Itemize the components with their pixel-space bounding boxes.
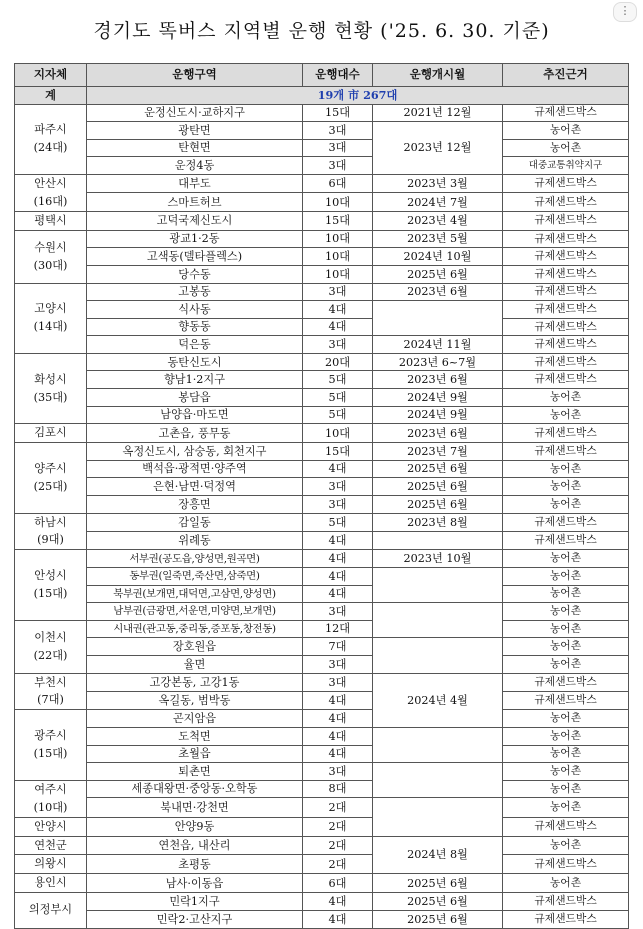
municipality-cell — [15, 104, 87, 174]
area-cell: 덕은동 — [87, 336, 303, 354]
basis-cell: 규제샌드박스 — [503, 230, 629, 248]
basis-cell: 농어촌 — [503, 780, 629, 798]
municipality-bus-count: (15대) — [33, 747, 68, 761]
area-cell: 남부권(금광면,서운면,미양면,보개면) — [87, 603, 303, 621]
bus-count-cell: 3대 — [303, 763, 373, 781]
table-row — [15, 855, 629, 874]
bus-count-cell: 15대 — [303, 211, 373, 230]
municipality-cell — [15, 874, 87, 893]
municipality-bus-count: (7대) — [37, 693, 64, 707]
municipality-bus-count: (16대) — [33, 194, 68, 208]
start-month-cell — [373, 728, 503, 763]
col-header-buses: 운행대수 — [303, 64, 373, 87]
start-month-cell — [373, 638, 503, 673]
start-month-cell: 2023년 6~7월 — [373, 353, 503, 371]
basis-cell: 농어촌 — [503, 763, 629, 781]
table-row — [15, 211, 629, 230]
municipality-cell — [15, 855, 87, 874]
start-month-cell: 2023년 8월 — [373, 513, 503, 531]
area-cell: 민락2·고산지구 — [87, 910, 303, 928]
bus-count-cell: 10대 — [303, 193, 373, 211]
municipality-cell — [15, 443, 87, 513]
area-cell: 초평동 — [87, 855, 303, 874]
start-month-cell: 2023년 6월 — [373, 424, 503, 443]
area-cell: 식사동 — [87, 301, 303, 319]
bus-count-cell: 3대 — [303, 139, 373, 157]
municipality-name: 수원시 — [34, 240, 67, 254]
page-title: 경기도 똑버스 지역별 운행 현황 ('25. 6. 30. 기준) — [93, 20, 550, 42]
bus-count-cell: 4대 — [303, 691, 373, 709]
bus-count-cell: 2대 — [303, 836, 373, 855]
bus-count-cell: 2대 — [303, 817, 373, 836]
table-row — [15, 104, 629, 122]
bus-count-cell: 3대 — [303, 336, 373, 354]
table-row — [15, 603, 629, 621]
basis-cell: 규제샌드박스 — [503, 424, 629, 443]
municipality-name: 의정부시 — [28, 903, 73, 917]
basis-cell: 규제샌드박스 — [503, 513, 629, 531]
municipality-name: 고양시 — [34, 302, 67, 316]
bus-count-cell: 5대 — [303, 389, 373, 407]
area-cell: 고덕국제신도시 — [87, 211, 303, 230]
area-cell: 남사·이동읍 — [87, 874, 303, 893]
area-cell: 봉담읍 — [87, 389, 303, 407]
bus-count-cell: 5대 — [303, 513, 373, 531]
basis-cell: 농어촌 — [503, 389, 629, 407]
table-row — [15, 495, 629, 513]
area-cell: 고강본동, 고강1동 — [87, 673, 303, 691]
start-month-cell: 2021년 12월 — [373, 104, 503, 122]
basis-cell: 농어촌 — [503, 728, 629, 746]
bus-count-cell: 10대 — [303, 248, 373, 266]
start-month-cell: 2023년 6월 — [373, 283, 503, 301]
start-month-cell: 2024년 4월 — [373, 673, 503, 727]
basis-cell: 규제샌드박스 — [503, 174, 629, 192]
municipality-cell — [15, 283, 87, 353]
table-row — [15, 728, 629, 746]
area-cell: 운정신도시·교하지구 — [87, 104, 303, 122]
area-cell: 고봉동 — [87, 283, 303, 301]
basis-cell: 농어촌 — [503, 620, 629, 638]
table-row — [15, 745, 629, 763]
area-cell: 동부권(일죽면,죽산면,삼죽면) — [87, 568, 303, 586]
table-row — [15, 531, 629, 549]
col-header-municipality: 지자체 — [15, 64, 87, 87]
basis-cell: 규제샌드박스 — [503, 910, 629, 928]
municipality-cell — [15, 836, 87, 855]
basis-cell: 농어촌 — [503, 139, 629, 157]
municipality-bus-count: (30대) — [33, 258, 68, 272]
area-cell: 대부도 — [87, 174, 303, 192]
bus-count-cell: 12대 — [303, 620, 373, 638]
start-month-cell: 2023년 3월 — [373, 174, 503, 192]
table-row — [15, 620, 629, 638]
area-cell: 연천읍, 내산리 — [87, 836, 303, 855]
municipality-cell — [15, 893, 87, 928]
bus-count-cell: 7대 — [303, 638, 373, 656]
municipality-name: 화성시 — [34, 372, 67, 386]
municipality-bus-count: (9대) — [37, 533, 64, 547]
total-label: 계 — [15, 87, 87, 105]
table-row — [15, 817, 629, 836]
basis-cell: 농어촌 — [503, 585, 629, 603]
start-month-cell — [373, 603, 503, 638]
municipality-name: 용인시 — [34, 876, 67, 890]
start-month-cell: 2025년 6월 — [373, 874, 503, 893]
area-cell: 장흥면 — [87, 495, 303, 513]
area-cell: 탄현면 — [87, 139, 303, 157]
table-row — [15, 283, 629, 301]
basis-cell: 농어촌 — [503, 550, 629, 568]
basis-cell: 규제샌드박스 — [503, 371, 629, 389]
bus-count-cell: 4대 — [303, 745, 373, 763]
table-row — [15, 691, 629, 709]
basis-cell: 농어촌 — [503, 568, 629, 586]
basis-cell: 농어촌 — [503, 874, 629, 893]
bus-count-cell: 6대 — [303, 874, 373, 893]
area-cell: 안양9동 — [87, 817, 303, 836]
municipality-cell — [15, 673, 87, 710]
table-row — [15, 780, 629, 798]
start-month-cell: 2024년 11월 — [373, 336, 503, 354]
municipality-name: 하남시 — [34, 515, 67, 529]
bus-count-cell: 4대 — [303, 710, 373, 728]
start-month-cell: 2025년 6월 — [373, 910, 503, 928]
municipality-name: 파주시 — [34, 123, 67, 137]
table-row — [15, 336, 629, 354]
table-row — [15, 443, 629, 461]
municipality-name: 양주시 — [34, 461, 67, 475]
basis-cell: 규제샌드박스 — [503, 673, 629, 691]
area-cell: 장호원읍 — [87, 638, 303, 656]
bus-count-cell: 3대 — [303, 655, 373, 673]
bus-count-cell: 3대 — [303, 478, 373, 496]
start-month-cell — [373, 798, 503, 836]
area-cell: 북부권(보개면,대덕면,고삼면,양성면) — [87, 585, 303, 603]
municipality-name: 연천군 — [34, 838, 67, 852]
basis-cell: 농어촌 — [503, 655, 629, 673]
municipality-name: 김포시 — [34, 426, 67, 440]
area-cell: 향동동 — [87, 318, 303, 336]
basis-cell: 규제샌드박스 — [503, 283, 629, 301]
table-row — [15, 798, 629, 817]
col-header-area: 운행구역 — [87, 64, 303, 87]
basis-cell: 규제샌드박스 — [503, 893, 629, 911]
table-row — [15, 893, 629, 911]
table-row — [15, 318, 629, 336]
municipality-bus-count: (24대) — [33, 141, 68, 155]
start-month-cell: 2025년 6월 — [373, 495, 503, 513]
start-month-cell: 2023년 4월 — [373, 211, 503, 230]
start-month-cell — [373, 763, 503, 798]
start-month-cell: 2024년 7월 — [373, 193, 503, 211]
bus-count-cell: 4대 — [303, 910, 373, 928]
table-row — [15, 248, 629, 266]
municipality-bus-count: (14대) — [33, 320, 68, 334]
basis-cell: 농어촌 — [503, 710, 629, 728]
bus-count-cell: 4대 — [303, 893, 373, 911]
basis-cell: 규제샌드박스 — [503, 104, 629, 122]
more-icon[interactable]: ⋮ — [613, 2, 637, 22]
table-row — [15, 673, 629, 691]
area-cell: 남양읍·마도면 — [87, 406, 303, 424]
municipality-name: 안양시 — [34, 819, 67, 833]
bus-count-cell: 15대 — [303, 104, 373, 122]
start-month-cell — [373, 568, 503, 603]
table-row — [15, 193, 629, 211]
bus-count-cell: 6대 — [303, 174, 373, 192]
bus-count-cell: 3대 — [303, 673, 373, 691]
area-cell: 감일동 — [87, 513, 303, 531]
basis-cell: 농어촌 — [503, 798, 629, 817]
start-month-cell — [373, 301, 503, 336]
area-cell: 옥길동, 범박동 — [87, 691, 303, 709]
municipality-name: 부천시 — [34, 675, 67, 689]
start-month-cell: 2023년 12월 — [373, 122, 503, 175]
municipality-name: 안성시 — [34, 569, 67, 583]
municipality-bus-count: (15대) — [33, 587, 68, 601]
bus-count-cell: 3대 — [303, 495, 373, 513]
area-cell: 민락1지구 — [87, 893, 303, 911]
table-row — [15, 424, 629, 443]
area-cell: 퇴촌면 — [87, 763, 303, 781]
municipality-cell — [15, 353, 87, 423]
area-cell: 광탄면 — [87, 122, 303, 140]
municipality-cell — [15, 780, 87, 817]
bus-count-cell: 4대 — [303, 585, 373, 603]
area-cell: 세종대왕면·중앙동·오학동 — [87, 780, 303, 798]
table-row — [15, 874, 629, 893]
table-row — [15, 550, 629, 568]
area-cell: 서부권(공도읍,양성면,원곡면) — [87, 550, 303, 568]
bus-count-cell: 3대 — [303, 157, 373, 175]
bus-count-cell: 4대 — [303, 460, 373, 478]
basis-cell: 규제샌드박스 — [503, 531, 629, 549]
municipality-cell — [15, 211, 87, 230]
table-row — [15, 406, 629, 424]
area-cell: 동탄신도시 — [87, 353, 303, 371]
area-cell: 초월읍 — [87, 745, 303, 763]
area-cell: 운정4동 — [87, 157, 303, 175]
municipality-cell — [15, 513, 87, 550]
table-row — [15, 478, 629, 496]
table-row — [15, 655, 629, 673]
bus-count-cell: 10대 — [303, 230, 373, 248]
municipality-bus-count: (25대) — [33, 479, 68, 493]
bus-count-cell: 4대 — [303, 728, 373, 746]
municipality-cell — [15, 817, 87, 836]
municipality-bus-count: (22대) — [33, 648, 68, 662]
table-row — [15, 389, 629, 407]
municipality-bus-count: (35대) — [33, 390, 68, 404]
basis-cell: 농어촌 — [503, 745, 629, 763]
table-row — [15, 122, 629, 140]
basis-cell: 규제샌드박스 — [503, 301, 629, 319]
basis-cell: 규제샌드박스 — [503, 691, 629, 709]
bus-count-cell: 20대 — [303, 353, 373, 371]
bus-count-cell: 2대 — [303, 798, 373, 817]
area-cell: 고촌읍, 풍무동 — [87, 424, 303, 443]
basis-cell: 규제샌드박스 — [503, 318, 629, 336]
municipality-name: 여주시 — [34, 782, 67, 796]
basis-cell: 규제샌드박스 — [503, 353, 629, 371]
basis-cell: 규제샌드박스 — [503, 817, 629, 836]
table-row — [15, 460, 629, 478]
basis-cell: 대중교통취약지구 — [503, 157, 629, 175]
basis-cell: 농어촌 — [503, 478, 629, 496]
table-row — [15, 157, 629, 175]
basis-cell: 농어촌 — [503, 460, 629, 478]
bus-count-cell: 15대 — [303, 443, 373, 461]
municipality-cell — [15, 424, 87, 443]
table-row — [15, 763, 629, 781]
table-header-row — [15, 64, 629, 87]
area-cell: 위례동 — [87, 531, 303, 549]
basis-cell: 규제샌드박스 — [503, 211, 629, 230]
bus-count-cell: 4대 — [303, 301, 373, 319]
basis-cell: 규제샌드박스 — [503, 265, 629, 283]
basis-cell: 농어촌 — [503, 122, 629, 140]
bus-count-cell: 3대 — [303, 283, 373, 301]
table-row — [15, 910, 629, 928]
start-month-cell: 2025년 6월 — [373, 265, 503, 283]
table-row — [15, 836, 629, 855]
municipality-name: 평택시 — [34, 213, 67, 227]
start-month-cell: 2024년 8월 — [373, 836, 503, 874]
area-cell: 곤지암읍 — [87, 710, 303, 728]
bus-count-cell: 5대 — [303, 371, 373, 389]
start-month-cell — [373, 531, 503, 549]
table-row — [15, 568, 629, 586]
basis-cell: 농어촌 — [503, 638, 629, 656]
municipality-cell — [15, 710, 87, 780]
basis-cell: 규제샌드박스 — [503, 336, 629, 354]
bus-count-cell: 4대 — [303, 568, 373, 586]
area-cell: 도척면 — [87, 728, 303, 746]
table-row — [15, 139, 629, 157]
bus-count-cell: 3대 — [303, 122, 373, 140]
table-row — [15, 585, 629, 603]
area-cell: 옥정신도시, 삼숭동, 회천지구 — [87, 443, 303, 461]
start-month-cell: 2024년 10월 — [373, 248, 503, 266]
table-row — [15, 301, 629, 319]
municipality-cell — [15, 230, 87, 283]
table-row — [15, 710, 629, 728]
bus-count-cell: 8대 — [303, 780, 373, 798]
bus-count-cell: 5대 — [303, 406, 373, 424]
table-row — [15, 265, 629, 283]
municipality-name: 안산시 — [34, 176, 67, 190]
municipality-name: 광주시 — [34, 729, 67, 743]
basis-cell: 규제샌드박스 — [503, 855, 629, 874]
basis-cell: 농어촌 — [503, 495, 629, 513]
municipality-cell — [15, 620, 87, 673]
start-month-cell: 2023년 6월 — [373, 371, 503, 389]
bus-count-cell: 3대 — [303, 603, 373, 621]
area-cell: 스마트허브 — [87, 193, 303, 211]
area-cell: 은현·남면·덕정역 — [87, 478, 303, 496]
area-cell: 시내권(관고동,중리동,증포동,창전동) — [87, 620, 303, 638]
table-row — [15, 174, 629, 192]
start-month-cell: 2025년 6월 — [373, 478, 503, 496]
start-month-cell: 2023년 10월 — [373, 550, 503, 568]
table-row — [15, 513, 629, 531]
col-header-basis: 추진근거 — [503, 64, 629, 87]
basis-cell: 규제샌드박스 — [503, 193, 629, 211]
bus-count-cell: 10대 — [303, 424, 373, 443]
municipality-cell — [15, 174, 87, 211]
bus-count-cell: 4대 — [303, 550, 373, 568]
start-month-cell: 2025년 6월 — [373, 893, 503, 911]
basis-cell: 규제샌드박스 — [503, 248, 629, 266]
area-cell: 향남1·2지구 — [87, 371, 303, 389]
col-header-start: 운행개시월 — [373, 64, 503, 87]
area-cell: 율면 — [87, 655, 303, 673]
area-cell: 당수동 — [87, 265, 303, 283]
bus-count-cell: 10대 — [303, 265, 373, 283]
start-month-cell: 2023년 7월 — [373, 443, 503, 461]
basis-cell: 농어촌 — [503, 406, 629, 424]
start-month-cell: 2023년 5월 — [373, 230, 503, 248]
bus-status-table — [14, 63, 629, 929]
table-row — [15, 230, 629, 248]
basis-cell: 농어촌 — [503, 603, 629, 621]
table-row — [15, 353, 629, 371]
table-row — [15, 638, 629, 656]
basis-cell: 규제샌드박스 — [503, 443, 629, 461]
area-cell: 백석읍·광적면·양주역 — [87, 460, 303, 478]
start-month-cell: 2025년 6월 — [373, 460, 503, 478]
start-month-cell: 2024년 9월 — [373, 389, 503, 407]
bus-count-cell: 4대 — [303, 531, 373, 549]
area-cell: 북내면·강천면 — [87, 798, 303, 817]
area-cell: 고색동(델타플렉스) — [87, 248, 303, 266]
municipality-bus-count: (10대) — [33, 800, 68, 814]
bus-count-cell: 2대 — [303, 855, 373, 874]
municipality-name: 이천시 — [34, 630, 67, 644]
total-row — [15, 87, 629, 105]
municipality-name: 의왕시 — [34, 857, 67, 871]
start-month-cell: 2024년 9월 — [373, 406, 503, 424]
municipality-cell — [15, 550, 87, 620]
area-cell: 광교1·2동 — [87, 230, 303, 248]
basis-cell: 농어촌 — [503, 836, 629, 855]
total-value: 19개 市 267대 — [87, 87, 629, 105]
table-row — [15, 371, 629, 389]
bus-count-cell: 4대 — [303, 318, 373, 336]
